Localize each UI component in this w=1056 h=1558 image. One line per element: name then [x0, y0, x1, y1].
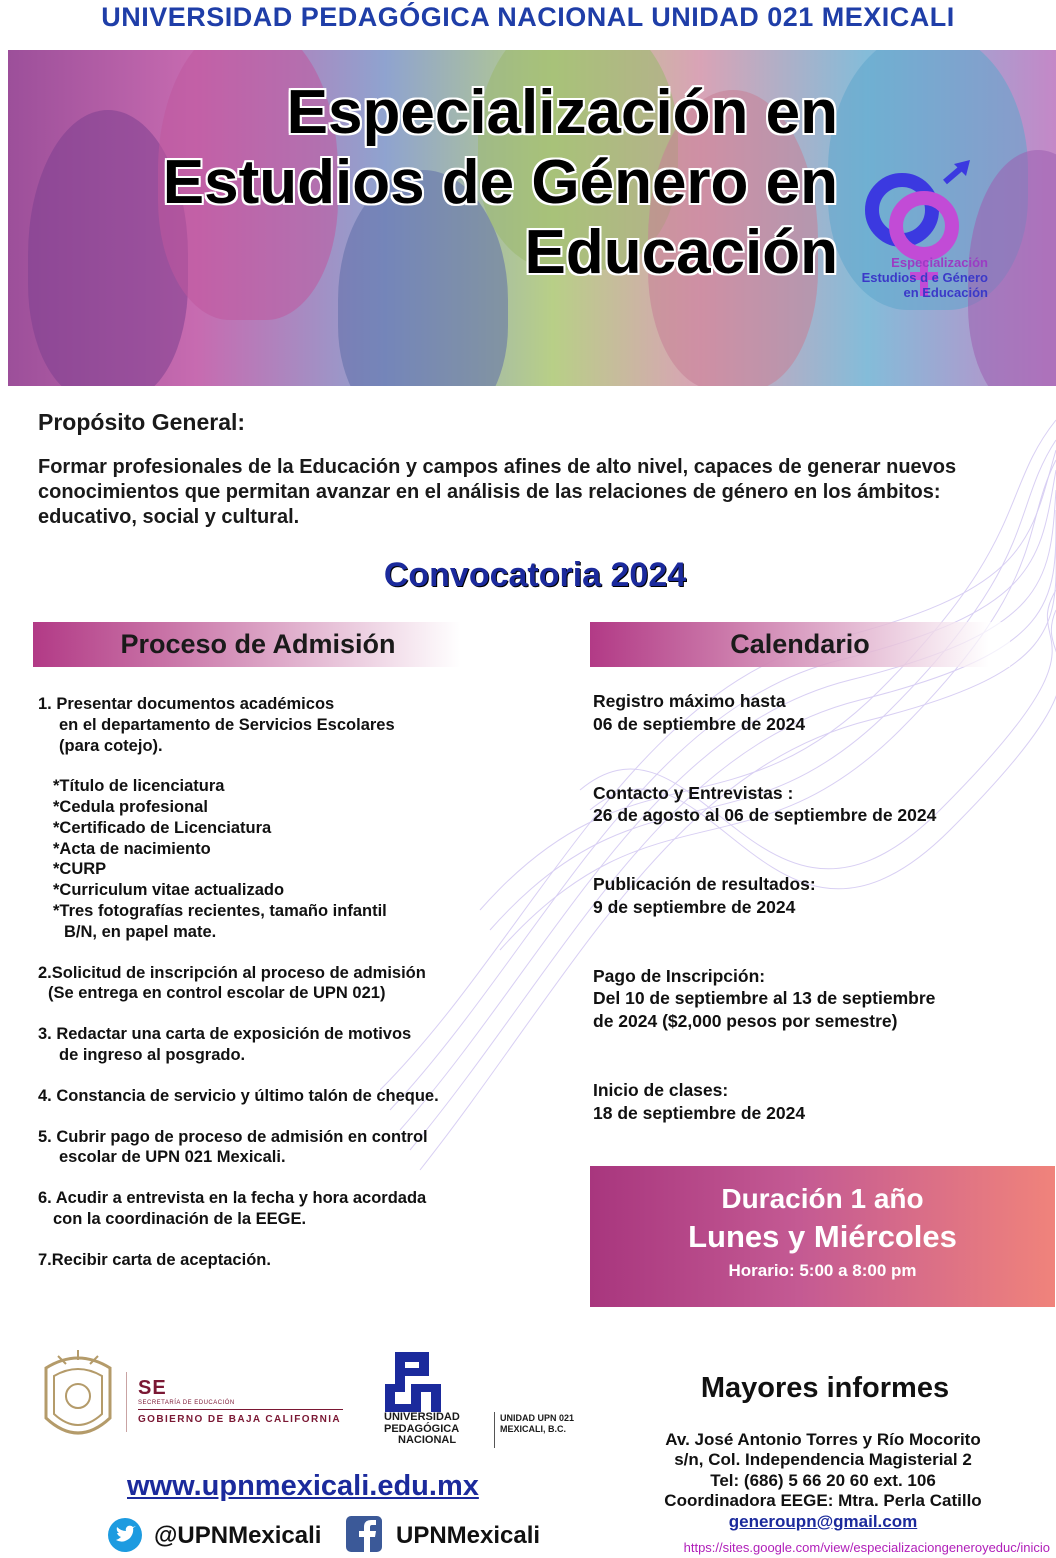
upn-name: UNIVERSIDAD PEDAGÓGICA NACIONAL: [384, 1411, 460, 1447]
documents-list: *Título de licenciatura *Cedula profesional *Certificado de Licenciatura *Acta de nacimiento *CURP *Curriculum vitae actualizado *Tres fotografías recientes, tamaño infantil B/N, en papel mate.: [53, 777, 387, 941]
calendar-item-pago: Pago de Inscripción: Del 10 de septiembre al 13 de septiembre de 2024 ($2,000 pesos por semestre): [593, 965, 936, 1031]
purpose-heading: Propósito General:: [38, 409, 246, 435]
step-6: 6. Acudir a entrevista en la fecha y hora acordada con la coordinación de la EEGE.: [38, 1189, 427, 1228]
calendar-item-resultados: Publicación de resultados: 9 de septiembre de 2024: [593, 874, 816, 917]
calendar-list: [593, 690, 1033, 1124]
step-7: 7.Recibir carta de aceptación.: [38, 1250, 271, 1269]
purpose-text: Formar profesionales de la Educación y campos afines de alto nivel, capaces de generar nuevos conocimientos que permitan avanzar en el análisis de las relaciones de género en los ámbitos: educativo, social y cultural.: [38, 456, 957, 529]
step-5: 5. Cubrir pago de proceso de admisión en control escolar de UPN 021 Mexicali.: [38, 1127, 428, 1167]
step-4: 4. Constancia de servicio y último talón de cheque.: [38, 1086, 439, 1105]
program-title: Especialización en Estudios de Género en Educación: [162, 78, 838, 288]
calendar-heading: Calendario: [590, 622, 1010, 667]
upn-logo-icon: [385, 1352, 443, 1414]
facebook-handle[interactable]: UPNMexicali: [396, 1522, 541, 1549]
calendar-item-entrevistas: Contacto y Entrevistas : 26 de agosto al 06 de septiembre de 2024: [593, 782, 937, 826]
admission-steps: [38, 694, 508, 1270]
baja-california-seal-icon: [38, 1348, 118, 1448]
google-site-link[interactable]: https://sites.google.com/view/especializaciongeneroyeduc/inicio: [683, 1540, 1050, 1555]
step-1: 1. Presentar documentos académicos en el departamento de Servicios Escolares (para cotejo).: [38, 695, 395, 755]
mayores-informes-heading: Mayores informes: [700, 1372, 950, 1404]
calendar-item-inicio: Inicio de clases: 18 de septiembre de 2024: [593, 1079, 806, 1123]
facebook-icon[interactable]: [346, 1516, 382, 1552]
upn-unit: UNIDAD UPN 021 MEXICALI, B.C.: [500, 1413, 575, 1435]
step-2: 2.Solicitud de inscripción al proceso de admisión (Se entrega en control escolar de UPN 021): [38, 963, 426, 1003]
convocatoria-title: Convocatoria 2024: [383, 556, 687, 594]
duration-box: Duración 1 año Lunes y Miércoles Horario: 5:00 a 8:00 pm: [590, 1166, 1055, 1307]
se-logo: SE SECRETARÍA DE EDUCACIÓN GOBIERNO DE BAJA CALIFORNIA: [138, 1377, 341, 1425]
twitter-icon[interactable]: [108, 1518, 142, 1552]
twitter-handle[interactable]: @UPNMexicali: [154, 1522, 322, 1549]
admission-heading: Proceso de Admisión: [33, 622, 483, 667]
contact-info: Av. José Antonio Torres y Río Mocorito s/n, Col. Independencia Magisterial 2 Tel: (686) 5 66 20 60 ext. 106 Coordinadora EEGE: Mtra. Perla Catillo generoupn@gmail.com: [590, 1430, 1056, 1532]
step-3: 3. Redactar una carta de exposición de motivos de ingreso al posgrado.: [38, 1025, 412, 1064]
website-link[interactable]: www.upnmexicali.edu.mx: [127, 1470, 479, 1502]
email-link[interactable]: generoupn@gmail.com: [728, 1511, 918, 1531]
program-logo-text: Especialización Estudios d e Género en Educación: [861, 255, 988, 300]
university-title: UNIVERSIDAD PEDAGÓGICA NACIONAL UNIDAD 021 MEXICALI: [101, 2, 955, 32]
calendar-item-registro: Registro máximo hasta 06 de septiembre de 2024: [593, 691, 806, 734]
